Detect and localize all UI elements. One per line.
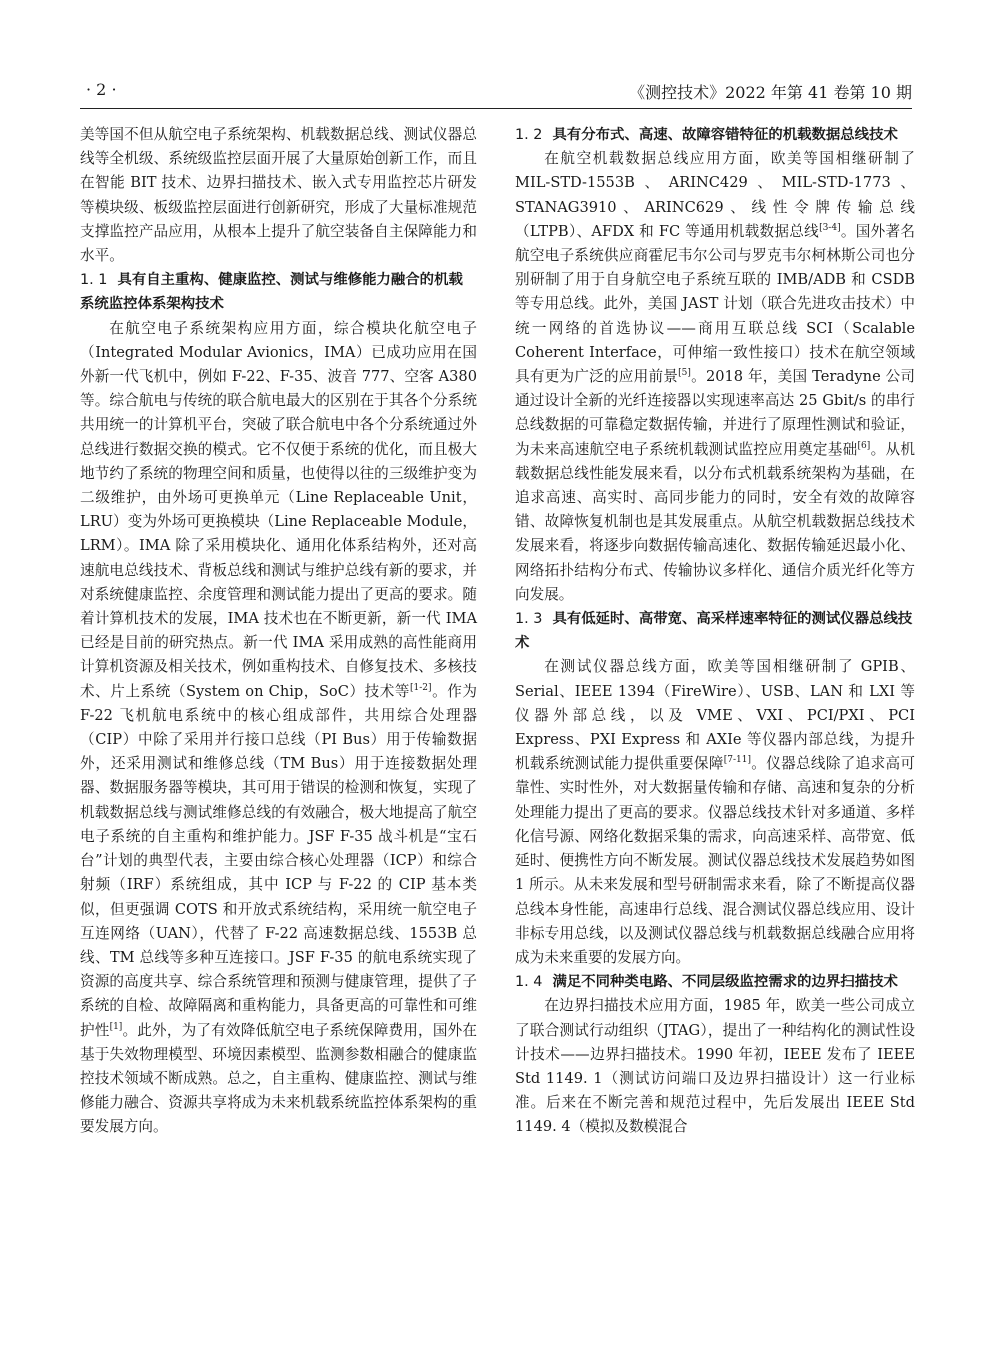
section-number: 1. 1 xyxy=(80,272,108,289)
paragraph-intro-continued: 美等国不但从航空电子系统架构、机载数据总线、测试仪器总线等全机级、系统级监控层面开展了大量原始创新工作，而且在智能 BIT 技术、边界扫描技术、嵌入式专用监控芯片研发等模块级、板级监控层面进行创新研究，形成了大量标准规范支撑监控产品应用，从根本上提升了航空装备自主保障能力和水平。 xyxy=(80,126,477,265)
text-run: 在测试仪器总线方面，欧美等国相继研制了 GPIB、Serial、IEEE 1394（FireWire）、USB、LAN 和 LXI 等仪器外部总线，以及 VME、VXI、PCI/PXI、PCI Express、PXI Express 和 AXIe 等仪器内部总线，为提升机载系统测试能力提供重要保障 xyxy=(515,658,915,773)
paragraph-1-4: 在边界扫描技术应用方面，1985 年，欧美一些公司成立了联合测试行动组织（JTAG），提出了一种结构化的测试性设计技术——边界扫描技术。1990 年初，IEEE 发布了 IEEE Std 1149. 1（测试访问端口及边界扫描设计）这一行业标准。后来在不断完善和规范过程中，先后发展出 IEEE Std 1149. 4（模拟及数模混合 xyxy=(515,997,915,1136)
paragraph-1-3 xyxy=(515,655,915,970)
header-rule xyxy=(80,108,912,109)
section-title: 具有低延时、高带宽、高采样速率特征的测试仪器总线技术 xyxy=(515,611,913,652)
citation: [3-4] xyxy=(819,222,841,233)
citation: [7-11] xyxy=(723,755,751,766)
section-title: 满足不同种类电路、不同层级监控需求的边界扫描技术 xyxy=(552,974,898,991)
paragraph-1-2 xyxy=(515,147,915,607)
section-title: 具有自主重构、健康监控、测试与维修能力融合的机载系统监控体系架构技术 xyxy=(80,272,463,313)
right-column xyxy=(515,123,915,1140)
section-number: 1. 2 xyxy=(515,127,543,143)
text-run: 。此外，为了有效降低航空电子系统保障费用，国外在基于失效物理模型、环境因素模型、监测参数相融合的健康监控技术领域不断成熟。总之，自主重构、健康监控、测试与维修能力融合、资源共享将成为未来机载系统监控体系架构的重要发展方向。 xyxy=(80,1021,477,1136)
page-number: · 2 · xyxy=(86,80,117,99)
text-run: 。从机载数据总线性能发展来看，以分布式机载系统架构为基础，在追求高速、高实时、高同步能力的同时，安全有效的故障容错、故障恢复机制也是其发展重点。从航空机载数据总线技术发展来看，将逐步向数据传输高速化、数据传输延迟最小化、网络拓扑结构分布式、传输协议多样化、通信介质光纤化等方向发展。 xyxy=(515,440,915,603)
text-run: 。2018 年，美国 Teradyne 公司通过设计全新的光纤连接器以实现速率高达 25 Gbit/s 的串行总线数据的可靠稳定数据传输，并进行了原理性测试和验证，为未来高速航空电子系统机载测试监控应用奠定基础 xyxy=(515,368,915,458)
text-run: 在航空机载数据总线应用方面，欧美等国相继研制了 MIL-STD-1553B、ARINC429、MIL-STD-1773、STANAG3910、ARINC629、线性令牌传输总线（LTPB）、AFDX 和 FC 等通用机载数据总线 xyxy=(515,150,915,240)
section-heading-1-3 xyxy=(515,607,915,655)
text-run: 。作为 F-22 飞机航电系统中的核心组成部件，共用综合处理器（CIP）中除了采用并行接口总线（PI Bus）用于传输数据外，还采用测试和维修总线（TM Bus）用于连接数据处理器、数据服务器等模块，其可用于错误的检测和恢复，实现了机载数据总线与测试维修总线的有效融合，极大地提高了航空电子系统的自主重构和维护能力。JSF F-35 战斗机是“宝石台”计划的典型代表，主要由综合核心处理器（ICP）和综合射频（IRF）系统组成，其中 ICP 与 F-22 的 CIP 基本类似，但更强调 COTS 和开放式系统结构，采用统一航空电子互连网络（UAN），代替了 F-22 高速数据总线、1553B 总线、TM 总线等多种互连接口。JSF F-35 的航电系统实现了资源的高度共享、综合系统管理和预测与健康管理，提供了子系统的自检、故障隔离和重构能力，具备更高的可靠性和可维护性 xyxy=(80,682,477,1039)
section-title: 具有分布式、高速、故障容错特征的机载数据总线技术 xyxy=(552,127,898,143)
citation: [1] xyxy=(109,1021,123,1032)
text-run: 在航空电子系统架构应用方面，综合模块化航空电子（Integrated Modular Avionics，IMA）已成功应用在国外新一代飞机中，例如 F-22、F-35、波音 777、空客 A380 等。综合航电与传统的联合航电最大的区别在于其各个分系统共用统一的计算机平台，突破了联合航电中各个分系统通过外总线进行数据交换的模式。它不仅便于系统的优化，而且极大地节约了系统的物理空间和质量，也使得以往的三级维护变为二级维护，由外场可更换单元（Line Replaceable Unit，LRU）变为外场可更换模块（Line Replaceable Module，LRM）。IMA 除了采用模块化、通用化体系结构外，还对高速航电总线技术、背板总线和测试与维护总线有新的要求，并对系统健康监控、余度管理和测试能力提出了更高的要求。随着计算机技术的发展，IMA 技术也在不断更新，新一代 IMA 已经是目前的研究热点。新一代 IMA 采用成熟的高性能商用计算机资源及相关技术，例如重构技术、自修复技术、多核技术、片上系统（System on Chip，SoC）技术等 xyxy=(80,319,477,700)
journal-title: 《测控技术》2022 年第 41 卷第 10 期 xyxy=(629,83,912,102)
left-column xyxy=(80,123,477,1140)
text-run: 。仪器总线除了追求高可靠性、实时性外，对大数据量传输和存储、高速和复杂的分析处理能力提出了更高的要求。仪器总线技术针对多通道、多样化信号源、网络化数据采集的需求，向高速采样、高带宽、低延时、便携性方向不断发展。测试仪器总线技术发展趋势如图 1 所示。从未来发展和型号研制需求来看，除了不断提高仪器总线本身性能，高速串行总线、混合测试仪器总线应用、设计非标专用总线，以及测试仪器总线与机载数据总线融合应用将成为未来重要的发展方向。 xyxy=(515,755,915,966)
citation: [6] xyxy=(857,440,871,451)
section-heading-1-1 xyxy=(80,268,477,316)
section-heading-1-2 xyxy=(515,123,915,147)
citation: [1-2] xyxy=(410,682,432,693)
section-number: 1. 4 xyxy=(515,974,543,991)
paragraph-1-1 xyxy=(80,317,477,1140)
running-header xyxy=(80,76,912,102)
citation: [5] xyxy=(678,368,691,379)
section-number: 1. 3 xyxy=(515,611,543,628)
text-run: 。国外著名航空电子系统供应商霍尼韦尔公司与罗克韦尔柯林斯公司也分别研制了用于自身航空电子系统互联的 IMB/ADB 和 CSDB 等专用总线。此外，美国 JAST 计划（联合先进攻击技术）中统一网络的首选协议——商用互联总线 SCI（Scalable Coherent Interface，可伸缩一致性接口）技术在航空领域具有更为广泛的应用前景 xyxy=(515,222,915,386)
section-heading-1-4 xyxy=(515,970,915,994)
